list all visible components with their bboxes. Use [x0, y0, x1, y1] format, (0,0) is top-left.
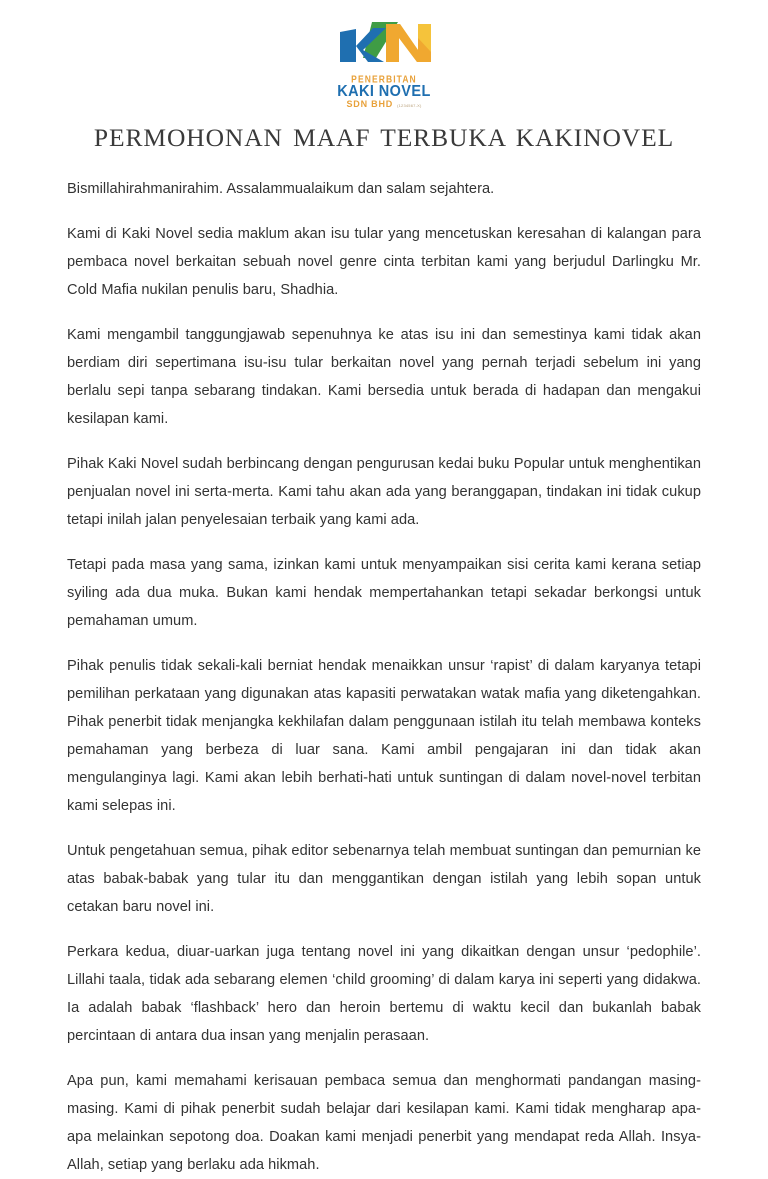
paragraph-rapist-clarification: Pihak penulis tidak sekali-kali berniat hendak menaikkan unsur ‘rapist’ di dalam karyanya tetapi pemilihan perkataan yang digunakan atas kapasiti perwatakan watak mafia yang diketengahkan. Pihak penerbit tidak menjangka kekhilafan dalam penggunaan istilah itu telah membawa konteks pemahaman yang berbeza di luar sana. Kami ambil pengajaran ini dan tidak akan mengulanginya lagi. Kami akan lebih berhati-hati untuk suntingan di dalam novel-novel terbitan kami selepas ini. — [67, 658, 701, 814]
logo-line-penerbitan: PENERBITAN — [351, 73, 417, 85]
paragraph-popular-withdrawal: Pihak Kaki Novel sudah berbincang dengan pengurusan kedai buku Popular untuk menghentikan penjualan novel ini serta-merta. Kami tahu akan ada yang beranggapan, tindakan ini tidak cukup tetapi inilah jalan penyelesaian terbaik yang kami ada. — [67, 456, 701, 528]
logo-wordmark — [337, 75, 430, 109]
paragraph-responsibility: Kami mengambil tanggungjawab sepenuhnya ke atas isu ini dan semestinya kami tidak akan berdiam diri sepertimana isu-isu tular berkaitan novel yang pernah terjadi sebelum ini yang berlalu sepi tanpa sebarang tindakan. Kami bersedia untuk berada di hadapan dan mengakui kesilapan kami. — [67, 327, 701, 427]
document-body — [67, 153, 701, 1179]
paragraph-pedophile-clarification: Perkara kedua, diuar-uarkan juga tentang novel ini yang dikaitkan dengan unsur ‘pedophile’. Lillahi taala, tidak ada sebarang elemen ‘child grooming’ di dalam karya ini seperti yang didakwa. Ia adalah babak ‘flashback’ hero dan heroin bertemu di waktu kecil dan bukanlah babak percintaan di antara dua insan yang menjalin perasaan. — [67, 944, 701, 1044]
logo-registration-number: (1234567-X) — [397, 103, 422, 108]
logo-line-kaki-novel: KAKI NOVEL — [337, 83, 431, 100]
paragraph-closing: Apa pun, kami memahami kerisauan pembaca semua dan menghormati pandangan masing-masing. Kami di pihak penerbit sudah belajar dari kesilapan kami. Kami tidak mengharap apa-apa melainkan sepotong doa. Doakan kami menjadi penerbit yang mendapat reda Allah. Insya-Allah, setiap yang berlaku ada hikmah. — [67, 1073, 701, 1173]
kn-monogram-icon — [332, 18, 436, 74]
paragraph-our-side: Tetapi pada masa yang sama, izinkan kami untuk menyampaikan sisi cerita kami kerana setiap syiling ada dua muka. Bukan kami hendak mempertahankan tetapi sekadar berkongsi untuk pemahaman umum. — [67, 557, 701, 629]
paragraph-greeting: Bismillahirahmanirahim. Assalammualaikum dan salam sejahtera. — [67, 181, 495, 197]
publisher-logo — [0, 0, 768, 109]
logo-line-sdn-bhd: SDN BHD — [346, 99, 394, 109]
paragraph-issue: Kami di Kaki Novel sedia maklum akan isu tular yang mencetuskan keresahan di kalangan para pembaca novel berkaitan sebuah novel genre cinta terbitan kami yang berjudul Darlingku Mr. Cold Mafia nukilan penulis baru, Shadhia. — [67, 226, 701, 298]
logo-line-bottom-row — [346, 100, 421, 109]
paragraph-editor-revision: Untuk pengetahuan semua, pihak editor sebenarnya telah membuat suntingan dan pemurnian ke atas babak-babak yang tular itu dan menggantikan dengan istilah yang lebih sopan untuk cetakan baru novel ini. — [67, 843, 701, 915]
page-title: PERMOHONAN MAAF TERBUKA KAKINOVEL — [93, 123, 675, 152]
